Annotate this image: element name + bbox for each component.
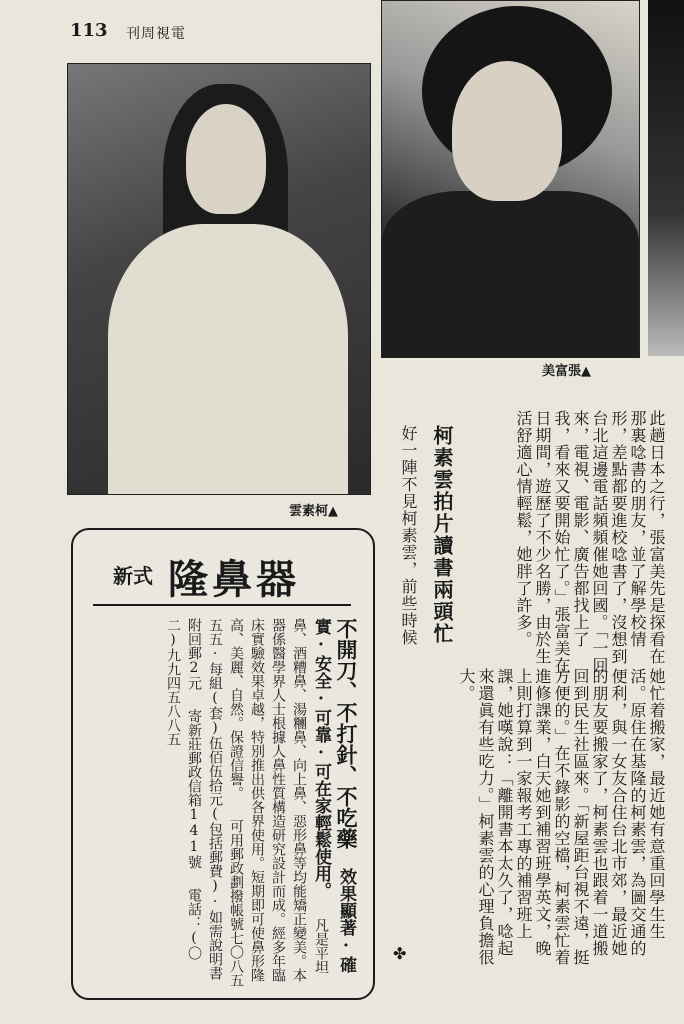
photo-figure	[382, 191, 639, 358]
photo-face	[452, 61, 562, 201]
ad-phone: 電話：(〇二)九九四五八八五	[165, 618, 202, 960]
end-mark-icon: ✤	[393, 944, 407, 963]
photo-caption-left: 雲素柯▲	[289, 504, 338, 519]
magazine-name: 刊周視電	[126, 26, 186, 42]
ad-address: 寄新莊郵政信箱141號	[186, 709, 202, 869]
ad-subhead: 效果顯著·確實·安全·可靠·可在家輕鬆使用。	[311, 618, 356, 973]
nose-device-ad	[71, 528, 375, 1000]
photo-ko-su-yun	[67, 63, 371, 495]
ad-columns	[79, 618, 359, 988]
article-body-left: 好一陣不見柯素雲，前些時候	[399, 425, 418, 646]
photo-edge-strip	[648, 0, 684, 356]
ad-title-prefix: 新式	[113, 564, 153, 588]
photo-figure	[108, 224, 348, 495]
photo-caption-right: 美富張▲	[542, 364, 591, 379]
ad-order-info: 可用郵政劃撥帳號七〇八五五五·每組(套)伍佰伍拾元(包括郵費)·如需說明書附回郵2元	[186, 618, 244, 987]
photo-chang-fu-mei	[381, 0, 640, 358]
article-body-bottom: 她忙着搬家，最近她有意重回學生生活。原住在基隆的柯素雲，為圖交通的便利，與一女友合住台北市郊，最近她的朋友要搬家了，柯素雲也跟着一道搬回到民生社區來。「新屋距台視不遠，挺方便的。」在不錄影的空檔，柯素雲忙着進修課業，白天她到補習班學英文，晚上則打算到一家報考工專的補習班上課，她嘆說：「離開書本太久了，唸起來還眞有些吃力。」柯素雲的心理負擔很大。	[457, 668, 666, 966]
page-number: 113	[70, 20, 108, 41]
ad-body: 凡是平坦鼻、酒糟鼻、湯糰鼻、向上鼻、惡形鼻等均能矯正變美。本器係醫學界人士根據人鼻性質構造研究設計而成。經多年臨床實驗效果卓越，特別推出供各界使用。短期即可使鼻形隆高、美麗、自然。保證信譽。	[228, 618, 329, 982]
photo-face	[186, 104, 266, 214]
ad-divider	[93, 604, 351, 606]
article-headline: 柯素雲拍片讀書兩頭忙	[430, 425, 454, 645]
ad-headline: 不開刀、不打針、不吃藥	[334, 618, 359, 849]
ad-title: 隆鼻器	[168, 556, 300, 603]
article-body-top: 此趟日本之行，張富美先是探看在那裏唸書的朋友，並了解學校情形，差點都要進校唸書了，沒想到台北這邊電話頻頻催她回國。「一回來，電視、電影、廣告都找上了我，看來又要開始忙了。」張富美在日期間，遊歷了不少名勝，由於生活舒適心情輕鬆，她胖了許多。	[514, 410, 666, 674]
